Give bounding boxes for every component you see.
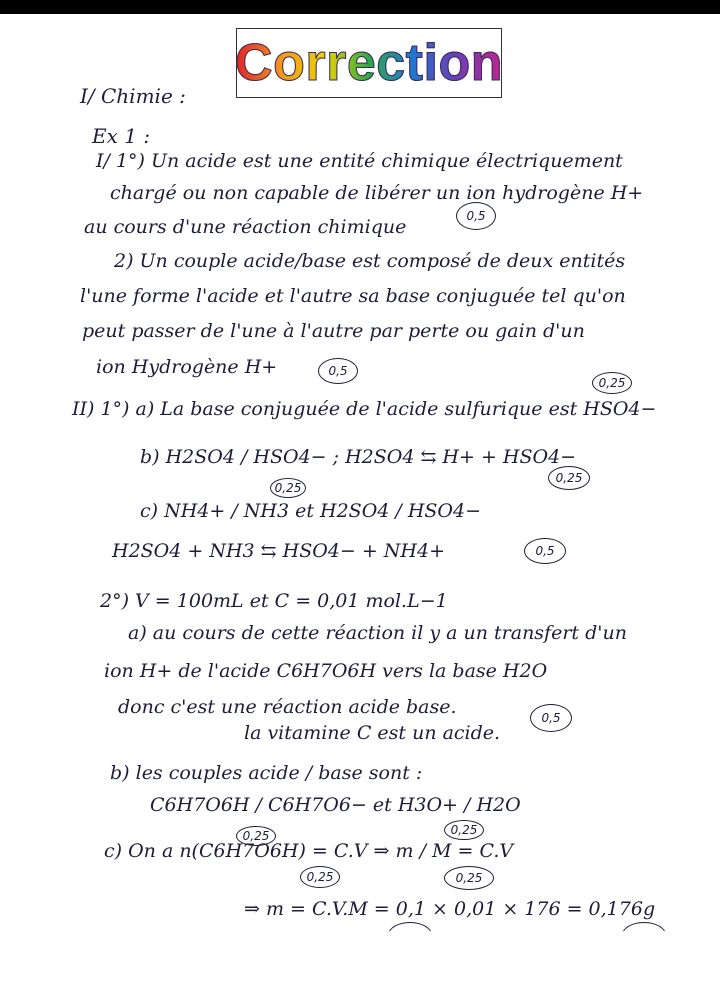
text-line: l'une forme l'acide et l'autre sa base conjuguée tel qu'on bbox=[80, 285, 626, 307]
grade-mark: 0,25 bbox=[444, 820, 484, 840]
text-line: ion Hydrogène H+ bbox=[96, 356, 278, 378]
text-line: b) H2SO4 / HSO4− ; H2SO4 ⇆ H+ + HSO4− bbox=[140, 446, 577, 468]
grade-mark: 0,25 bbox=[270, 478, 306, 498]
text-line: peut passer de l'une à l'autre par perte ou gain d'un bbox=[82, 320, 585, 342]
text-line: H2SO4 + NH3 ⇆ HSO4− + NH4+ bbox=[112, 540, 445, 562]
text-line: ion H+ de l'acide C6H7O6H vers la base H2O bbox=[104, 660, 548, 682]
text-line: c) On a n(C6H7O6H) = C.V ⇒ m / M = C.V bbox=[104, 840, 514, 862]
page-title: Correction bbox=[235, 34, 503, 92]
grade-mark: 0,25 bbox=[236, 826, 276, 846]
grade-mark: 0,25 bbox=[548, 466, 590, 490]
grade-mark: 0,5 bbox=[318, 358, 358, 384]
text-line: la vitamine C est un acide. bbox=[244, 722, 501, 744]
top-black-bar bbox=[0, 0, 720, 14]
grade-mark: 0,25 bbox=[592, 372, 632, 394]
title-box bbox=[236, 28, 502, 98]
text-line: 2) Un couple acide/base est composé de deux entités bbox=[114, 250, 626, 272]
text-line: chargé ou non capable de libérer un ion hydrogène H+ bbox=[110, 182, 644, 204]
text-line: donc c'est une réaction acide base. bbox=[118, 696, 457, 718]
grade-mark: 0,25 bbox=[444, 866, 494, 890]
grade-mark-cut bbox=[388, 922, 432, 948]
text-line: 2°) V = 100mL et C = 0,01 mol.L−1 bbox=[100, 590, 448, 612]
exercise-heading: Ex 1 : bbox=[92, 124, 151, 148]
grade-mark: 0,5 bbox=[456, 202, 496, 230]
text-line: ⇒ m = C.V.M = 0,1 × 0,01 × 176 = 0,176g bbox=[244, 898, 656, 920]
text-line: I/ 1°) Un acide est une entité chimique électriquement bbox=[96, 150, 623, 172]
grade-mark: 0,5 bbox=[524, 538, 566, 564]
section-heading-chimie: I/ Chimie : bbox=[80, 84, 186, 108]
grade-mark: 0,25 bbox=[300, 866, 340, 888]
grade-mark: 0,5 bbox=[530, 704, 572, 732]
text-line: II) 1°) a) La base conjuguée de l'acide sulfurique est HSO4− bbox=[72, 398, 657, 420]
text-line: c) NH4+ / NH3 et H2SO4 / HSO4− bbox=[140, 500, 482, 522]
grade-mark-cut bbox=[622, 922, 666, 948]
text-line: a) au cours de cette réaction il y a un transfert d'un bbox=[128, 622, 627, 644]
text-line: b) les couples acide / base sont : bbox=[110, 762, 423, 784]
text-line: C6H7O6H / C6H7O6− et H3O+ / H2O bbox=[150, 794, 521, 816]
text-line: au cours d'une réaction chimique bbox=[84, 216, 407, 238]
